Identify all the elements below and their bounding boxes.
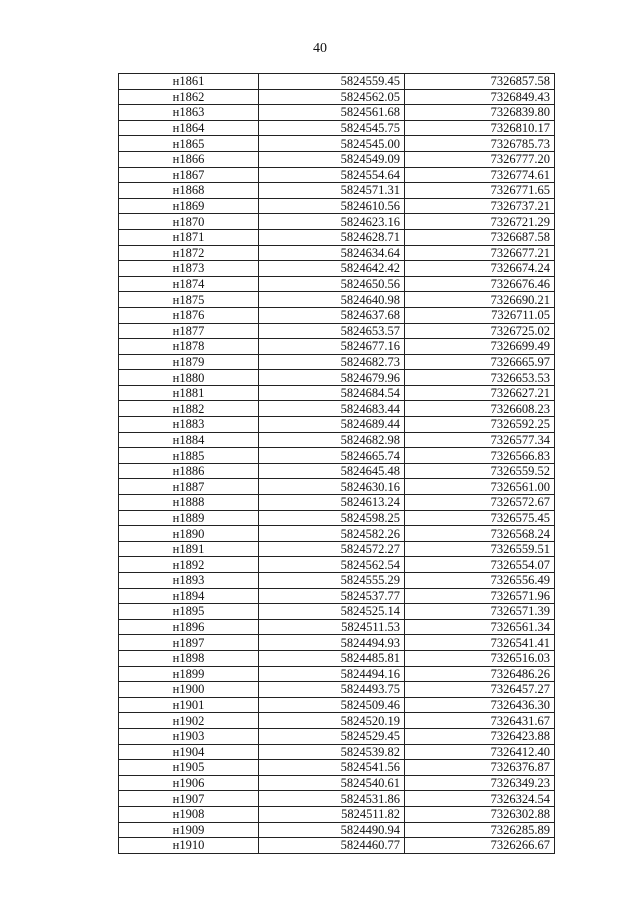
point-id-cell: н1890 (119, 526, 259, 542)
x-coordinate-cell: 5824494.93 (259, 635, 405, 651)
y-coordinate-cell: 7326608.23 (405, 401, 555, 417)
point-id-cell: н1888 (119, 495, 259, 511)
y-coordinate-cell: 7326302.88 (405, 806, 555, 822)
y-coordinate-cell: 7326571.96 (405, 588, 555, 604)
point-id-cell: н1897 (119, 635, 259, 651)
table-row (119, 385, 555, 401)
x-coordinate-cell: 5824642.42 (259, 261, 405, 277)
x-coordinate-cell: 5824537.77 (259, 588, 405, 604)
table-row (119, 619, 555, 635)
x-coordinate-cell: 5824460.77 (259, 838, 405, 854)
coordinates-table-body (119, 74, 555, 854)
x-coordinate-cell: 5824529.45 (259, 728, 405, 744)
point-id-cell: н1876 (119, 307, 259, 323)
y-coordinate-cell: 7326568.24 (405, 526, 555, 542)
point-id-cell: н1898 (119, 650, 259, 666)
y-coordinate-cell: 7326849.43 (405, 89, 555, 105)
x-coordinate-cell: 5824684.54 (259, 385, 405, 401)
x-coordinate-cell: 5824650.56 (259, 276, 405, 292)
table-row (119, 151, 555, 167)
y-coordinate-cell: 7326690.21 (405, 292, 555, 308)
y-coordinate-cell: 7326556.49 (405, 573, 555, 589)
x-coordinate-cell: 5824493.75 (259, 682, 405, 698)
table-row (119, 276, 555, 292)
y-coordinate-cell: 7326559.52 (405, 463, 555, 479)
x-coordinate-cell: 5824520.19 (259, 713, 405, 729)
point-id-cell: н1887 (119, 479, 259, 495)
x-coordinate-cell: 5824679.96 (259, 370, 405, 386)
table-row (119, 417, 555, 433)
y-coordinate-cell: 7326777.20 (405, 151, 555, 167)
x-coordinate-cell: 5824610.56 (259, 198, 405, 214)
point-id-cell: н1883 (119, 417, 259, 433)
point-id-cell: н1866 (119, 151, 259, 167)
table-row (119, 728, 555, 744)
point-id-cell: н1872 (119, 245, 259, 261)
x-coordinate-cell: 5824682.73 (259, 354, 405, 370)
y-coordinate-cell: 7326376.87 (405, 760, 555, 776)
y-coordinate-cell: 7326665.97 (405, 354, 555, 370)
point-id-cell: н1904 (119, 744, 259, 760)
table-row (119, 588, 555, 604)
table-row (119, 292, 555, 308)
x-coordinate-cell: 5824531.86 (259, 791, 405, 807)
x-coordinate-cell: 5824554.64 (259, 167, 405, 183)
y-coordinate-cell: 7326285.89 (405, 822, 555, 838)
point-id-cell: н1903 (119, 728, 259, 744)
table-row (119, 198, 555, 214)
y-coordinate-cell: 7326436.30 (405, 697, 555, 713)
x-coordinate-cell: 5824540.61 (259, 775, 405, 791)
x-coordinate-cell: 5824677.16 (259, 339, 405, 355)
table-row (119, 697, 555, 713)
y-coordinate-cell: 7326839.80 (405, 105, 555, 121)
x-coordinate-cell: 5824549.09 (259, 151, 405, 167)
point-id-cell: н1899 (119, 666, 259, 682)
table-row (119, 744, 555, 760)
point-id-cell: н1863 (119, 105, 259, 121)
x-coordinate-cell: 5824623.16 (259, 214, 405, 230)
point-id-cell: н1885 (119, 448, 259, 464)
table-row (119, 323, 555, 339)
y-coordinate-cell: 7326711.05 (405, 307, 555, 323)
table-row (119, 635, 555, 651)
point-id-cell: н1867 (119, 167, 259, 183)
table-row (119, 105, 555, 121)
table-row (119, 370, 555, 386)
x-coordinate-cell: 5824562.05 (259, 89, 405, 105)
table-row (119, 822, 555, 838)
table-row (119, 713, 555, 729)
y-coordinate-cell: 7326674.24 (405, 261, 555, 277)
x-coordinate-cell: 5824539.82 (259, 744, 405, 760)
y-coordinate-cell: 7326774.61 (405, 167, 555, 183)
table-row (119, 838, 555, 854)
table-row (119, 307, 555, 323)
point-id-cell: н1889 (119, 510, 259, 526)
table-row (119, 448, 555, 464)
y-coordinate-cell: 7326677.21 (405, 245, 555, 261)
x-coordinate-cell: 5824511.53 (259, 619, 405, 635)
table-row (119, 526, 555, 542)
point-id-cell: н1895 (119, 604, 259, 620)
point-id-cell: н1870 (119, 214, 259, 230)
y-coordinate-cell: 7326771.65 (405, 183, 555, 199)
y-coordinate-cell: 7326412.40 (405, 744, 555, 760)
y-coordinate-cell: 7326324.54 (405, 791, 555, 807)
table-row (119, 479, 555, 495)
x-coordinate-cell: 5824485.81 (259, 650, 405, 666)
point-id-cell: н1868 (119, 183, 259, 199)
x-coordinate-cell: 5824637.68 (259, 307, 405, 323)
point-id-cell: н1891 (119, 541, 259, 557)
table-row (119, 573, 555, 589)
point-id-cell: н1861 (119, 74, 259, 90)
x-coordinate-cell: 5824645.48 (259, 463, 405, 479)
y-coordinate-cell: 7326810.17 (405, 120, 555, 136)
point-id-cell: н1865 (119, 136, 259, 152)
point-id-cell: н1873 (119, 261, 259, 277)
x-coordinate-cell: 5824598.25 (259, 510, 405, 526)
y-coordinate-cell: 7326349.23 (405, 775, 555, 791)
x-coordinate-cell: 5824555.29 (259, 573, 405, 589)
y-coordinate-cell: 7326572.67 (405, 495, 555, 511)
y-coordinate-cell: 7326687.58 (405, 229, 555, 245)
point-id-cell: н1878 (119, 339, 259, 355)
x-coordinate-cell: 5824572.27 (259, 541, 405, 557)
table-row (119, 136, 555, 152)
y-coordinate-cell: 7326431.67 (405, 713, 555, 729)
table-row (119, 806, 555, 822)
y-coordinate-cell: 7326785.73 (405, 136, 555, 152)
table-row (119, 557, 555, 573)
point-id-cell: н1907 (119, 791, 259, 807)
table-row (119, 261, 555, 277)
point-id-cell: н1901 (119, 697, 259, 713)
x-coordinate-cell: 5824545.75 (259, 120, 405, 136)
table-row (119, 214, 555, 230)
table-row (119, 183, 555, 199)
point-id-cell: н1905 (119, 760, 259, 776)
point-id-cell: н1864 (119, 120, 259, 136)
x-coordinate-cell: 5824541.56 (259, 760, 405, 776)
point-id-cell: н1906 (119, 775, 259, 791)
y-coordinate-cell: 7326554.07 (405, 557, 555, 573)
x-coordinate-cell: 5824613.24 (259, 495, 405, 511)
table-row (119, 775, 555, 791)
table-row (119, 167, 555, 183)
point-id-cell: н1893 (119, 573, 259, 589)
point-id-cell: н1896 (119, 619, 259, 635)
y-coordinate-cell: 7326592.25 (405, 417, 555, 433)
point-id-cell: н1894 (119, 588, 259, 604)
x-coordinate-cell: 5824582.26 (259, 526, 405, 542)
point-id-cell: н1892 (119, 557, 259, 573)
page-number: 40 (313, 41, 327, 56)
y-coordinate-cell: 7326676.46 (405, 276, 555, 292)
x-coordinate-cell: 5824509.46 (259, 697, 405, 713)
point-id-cell: н1900 (119, 682, 259, 698)
x-coordinate-cell: 5824640.98 (259, 292, 405, 308)
point-id-cell: н1886 (119, 463, 259, 479)
point-id-cell: н1871 (119, 229, 259, 245)
table-row (119, 401, 555, 417)
coordinates-table (118, 73, 555, 854)
table-row (119, 650, 555, 666)
x-coordinate-cell: 5824562.54 (259, 557, 405, 573)
y-coordinate-cell: 7326423.88 (405, 728, 555, 744)
y-coordinate-cell: 7326699.49 (405, 339, 555, 355)
x-coordinate-cell: 5824525.14 (259, 604, 405, 620)
point-id-cell: н1879 (119, 354, 259, 370)
table-row (119, 245, 555, 261)
y-coordinate-cell: 7326561.34 (405, 619, 555, 635)
point-id-cell: н1909 (119, 822, 259, 838)
x-coordinate-cell: 5824490.94 (259, 822, 405, 838)
table-row (119, 510, 555, 526)
x-coordinate-cell: 5824630.16 (259, 479, 405, 495)
point-id-cell: н1908 (119, 806, 259, 822)
table-row (119, 432, 555, 448)
table-row (119, 229, 555, 245)
x-coordinate-cell: 5824628.71 (259, 229, 405, 245)
table-row (119, 541, 555, 557)
x-coordinate-cell: 5824683.44 (259, 401, 405, 417)
x-coordinate-cell: 5824511.82 (259, 806, 405, 822)
table-row (119, 666, 555, 682)
x-coordinate-cell: 5824653.57 (259, 323, 405, 339)
y-coordinate-cell: 7326457.27 (405, 682, 555, 698)
y-coordinate-cell: 7326627.21 (405, 385, 555, 401)
y-coordinate-cell: 7326266.67 (405, 838, 555, 854)
table-row (119, 604, 555, 620)
table-row (119, 354, 555, 370)
y-coordinate-cell: 7326541.41 (405, 635, 555, 651)
y-coordinate-cell: 7326737.21 (405, 198, 555, 214)
y-coordinate-cell: 7326653.53 (405, 370, 555, 386)
y-coordinate-cell: 7326571.39 (405, 604, 555, 620)
table-row (119, 339, 555, 355)
x-coordinate-cell: 5824494.16 (259, 666, 405, 682)
table-row (119, 89, 555, 105)
y-coordinate-cell: 7326561.00 (405, 479, 555, 495)
y-coordinate-cell: 7326516.03 (405, 650, 555, 666)
point-id-cell: н1884 (119, 432, 259, 448)
table-row (119, 463, 555, 479)
table-row (119, 74, 555, 90)
y-coordinate-cell: 7326486.26 (405, 666, 555, 682)
point-id-cell: н1902 (119, 713, 259, 729)
y-coordinate-cell: 7326566.83 (405, 448, 555, 464)
table-row (119, 120, 555, 136)
y-coordinate-cell: 7326725.02 (405, 323, 555, 339)
table-row (119, 495, 555, 511)
point-id-cell: н1881 (119, 385, 259, 401)
x-coordinate-cell: 5824682.98 (259, 432, 405, 448)
point-id-cell: н1877 (119, 323, 259, 339)
point-id-cell: н1874 (119, 276, 259, 292)
point-id-cell: н1880 (119, 370, 259, 386)
point-id-cell: н1875 (119, 292, 259, 308)
y-coordinate-cell: 7326857.58 (405, 74, 555, 90)
x-coordinate-cell: 5824689.44 (259, 417, 405, 433)
table-row (119, 760, 555, 776)
x-coordinate-cell: 5824559.45 (259, 74, 405, 90)
point-id-cell: н1869 (119, 198, 259, 214)
point-id-cell: н1910 (119, 838, 259, 854)
x-coordinate-cell: 5824634.64 (259, 245, 405, 261)
x-coordinate-cell: 5824545.00 (259, 136, 405, 152)
y-coordinate-cell: 7326559.51 (405, 541, 555, 557)
y-coordinate-cell: 7326721.29 (405, 214, 555, 230)
x-coordinate-cell: 5824571.31 (259, 183, 405, 199)
table-row (119, 682, 555, 698)
y-coordinate-cell: 7326575.45 (405, 510, 555, 526)
x-coordinate-cell: 5824665.74 (259, 448, 405, 464)
table-row (119, 791, 555, 807)
y-coordinate-cell: 7326577.34 (405, 432, 555, 448)
point-id-cell: н1862 (119, 89, 259, 105)
point-id-cell: н1882 (119, 401, 259, 417)
x-coordinate-cell: 5824561.68 (259, 105, 405, 121)
